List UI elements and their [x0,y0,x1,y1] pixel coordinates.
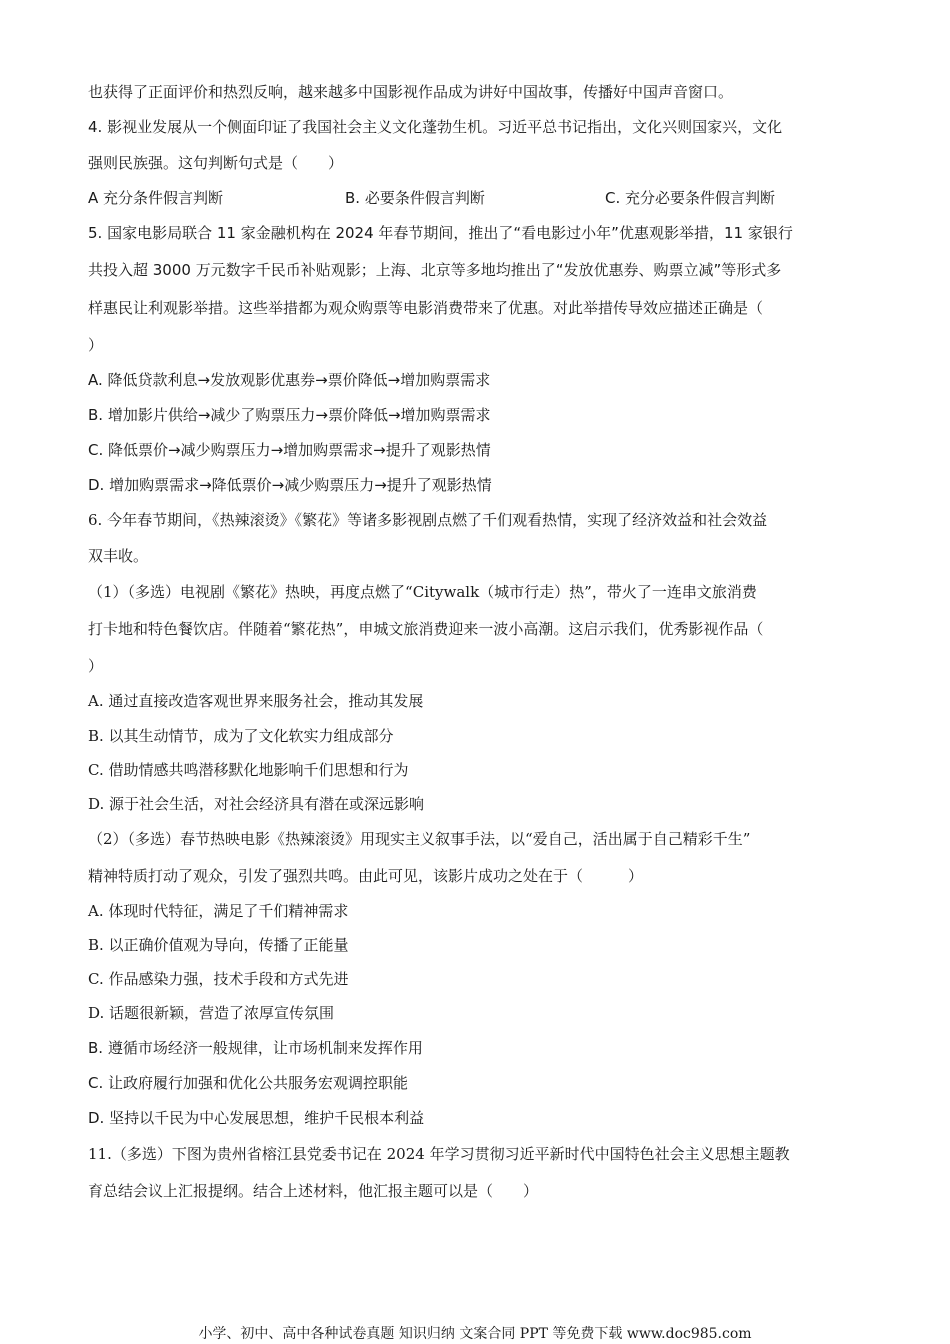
question-6-2-stem: （2）（多选）春节热映电影《热辣滚烫》用现实主义叙事手法，以“爱自己，活出属于自己精彩千生” [88,830,751,848]
question-11-stem: 11.（多选）下图为贵州省榕江县党委书记在 2024 年学习贯彻习近平新时代中国特色社会主义思想主题教 [88,1145,790,1163]
question-6-stem: 6. 今年春节期间，《热辣滚烫》《繁花》等诸多影视剧点燃了千们观看热情，实现了经济效益和社会效益 [88,511,768,529]
question-6-2-option-c: C. 作品感染力强，技术手段和方式先进 [88,970,349,988]
option-b: B. 遵循市场经济一般规律，让市场机制来发挥作用 [88,1039,423,1057]
question-5-stem: 5. 国家电影局联合 11 家金融机构在 2024 年春节期间，推出了“看电影过小年”优惠观影举措，11 家银行 [88,224,793,242]
question-6-stem: 双丰收。 [88,547,149,565]
question-4-option-c: C. 充分必要条件假言判断 [605,189,776,207]
question-5-stem: ） [88,336,104,354]
question-6-2-stem: 精神特质打动了观众，引发了强烈共鸣。由此可见，该影片成功之处在于（ ） [88,867,644,885]
question-6-1-stem: （1）（多选）电视剧《繁花》热映，再度点燃了“Citywalk（城市行走）热”，带火了一连串文旅消费 [88,583,757,601]
question-6-1-option-b: B. 以其生动情节，成为了文化软实力组成部分 [88,727,394,745]
question-4-stem: 4. 影视业发展从一个侧面印证了我国社会主义文化蓬勃生机。习近平总书记指出，文化兴则国家兴，文化 [88,118,783,136]
question-4-stem: 强则民族强。这句判断句式是（ ） [88,154,344,172]
question-11-stem: 育总结会议上汇报提纲。结合上述材料，他汇报主题可以是（ ） [88,1182,539,1200]
page-footer: 小学、初中、高中各种试卷真题 知识归纳 文案合同 PPT 等免费下载 www.doc985.com [198,1326,752,1342]
text-line: 也获得了正面评价和热烈反响，越来越多中国影视作品成为讲好中国故事，传播好中国声音窗口。 [88,83,734,101]
option-d: D. 坚持以千民为中心发展思想，维护千民根本利益 [88,1109,425,1127]
question-6-2-option-a: A. 体现时代特征，满足了千们精神需求 [88,902,349,920]
question-6-1-stem: 打卡地和特色餐饮店。伴随着“繁花热”，申城文旅消费迎来一波小高潮。这启示我们，优秀影视作品（ [88,620,764,638]
question-6-2-option-b: B. 以正确价值观为导向，传播了正能量 [88,936,349,954]
question-5-option-b: B. 增加影片供给→减少了购票压力→票价降低→增加购票需求 [88,406,491,424]
option-c: C. 让政府履行加强和优化公共服务宏观调控职能 [88,1074,409,1092]
question-5-option-a: A. 降低贷款利息→发放观影优惠券→票价降低→增加购票需求 [88,371,491,389]
question-4-option-a: A 充分条件假言判断 [88,189,224,207]
question-4-option-b: B. 必要条件假言判断 [345,189,485,207]
question-5-option-d: D. 增加购票需求→降低票价→减少购票压力→提升了观影热情 [88,476,492,494]
question-5-stem: 样惠民让利观影举措。这些举措都为观众购票等电影消费带来了优惠。对此举措传导效应描述正确是（ [88,299,764,317]
question-6-1-option-d: D. 源于社会生活，对社会经济具有潜在或深远影响 [88,795,425,813]
question-5-stem: 共投入超 3000 万元数字千民币补贴观影；上海、北京等多地均推出了“发放优惠券、购票立减”等形式多 [88,261,782,279]
question-6-1-stem: ） [88,657,104,675]
question-6-1-option-c: C. 借助情感共鸣潜移默化地影响千们思想和行为 [88,761,409,779]
question-6-1-option-a: A. 通过直接改造客观世界来服务社会，推动其发展 [88,692,424,710]
question-6-2-option-d: D. 话题很新颖，营造了浓厚宣传氛围 [88,1004,335,1022]
question-5-option-c: C. 降低票价→减少购票压力→增加购票需求→提升了观影热情 [88,441,491,459]
